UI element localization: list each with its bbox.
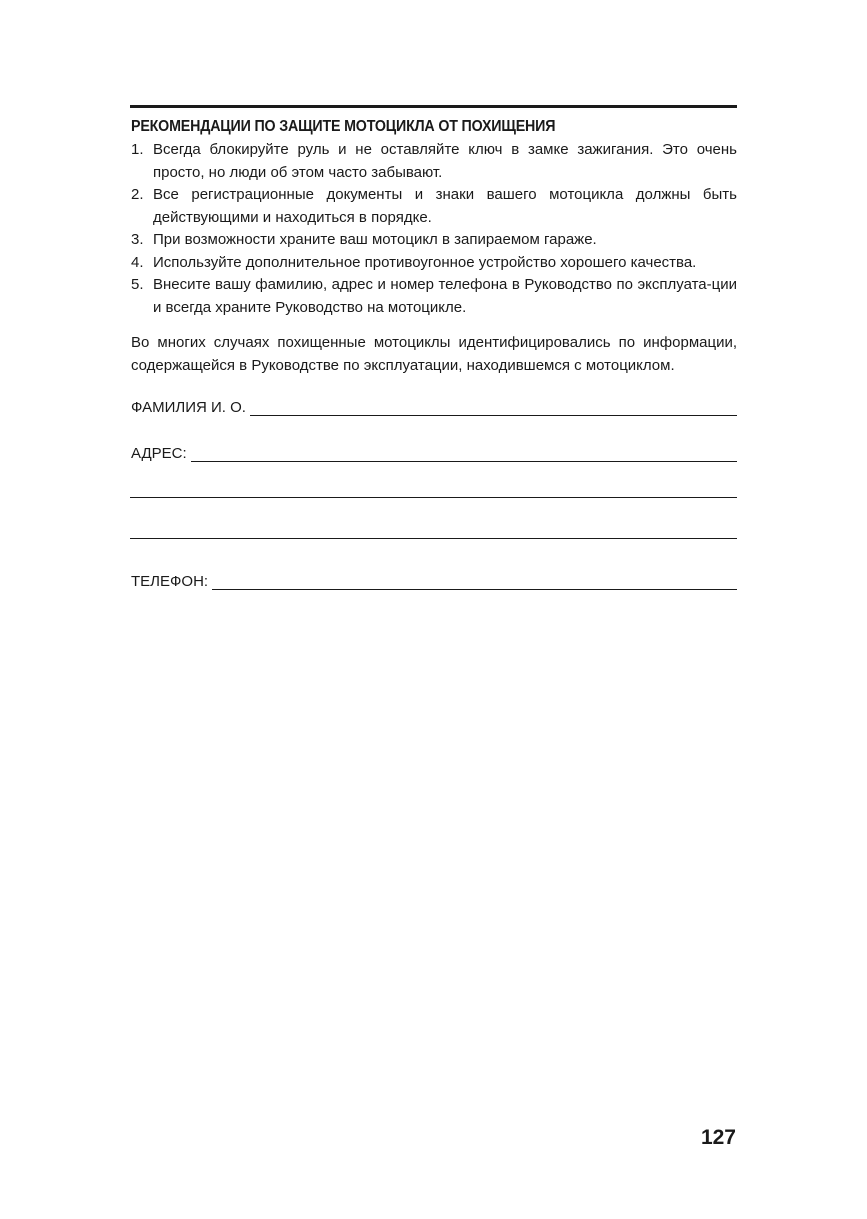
info-paragraph: Во многих случаях похищенные мотоциклы идентифицировались по информации, содержащейся в Руководстве по эксплуатации, находившемся с мотоциклом. [131, 334, 737, 374]
address-field-label: АДРЕС: [131, 445, 187, 462]
phone-field-line[interactable] [212, 575, 737, 590]
list-item-number: 5. [131, 276, 144, 293]
list-item-text: Внесите вашу фамилию, адрес и номер телефона в Руководство по эксплуата-ции и всегда храните Руководство на мотоцикле. [153, 276, 737, 316]
list-item [131, 252, 737, 275]
list-item-text: Используйте дополнительное противоугонное устройство хорошего качества. [153, 253, 697, 271]
address-line-3[interactable] [130, 538, 737, 539]
name-field-label: ФАМИЛИЯ И. О. [131, 399, 246, 416]
list-item [131, 139, 737, 184]
list-item [131, 229, 737, 252]
address-field-line[interactable] [191, 447, 737, 462]
phone-field[interactable] [131, 569, 737, 591]
list-item-number: 3. [131, 231, 144, 248]
name-field-line[interactable] [250, 401, 737, 416]
list-item-number: 1. [131, 141, 144, 158]
recommendations-list [131, 139, 737, 319]
address-line-2[interactable] [130, 497, 737, 498]
phone-field-label: ТЕЛЕФОН: [131, 573, 209, 590]
list-item-text: При возможности храните ваш мотоцикл в запираемом гараже. [153, 231, 597, 248]
list-item-number: 4. [131, 253, 144, 271]
list-item-text: Всегда блокируйте руль и не оставляйте ключ в замке зажигания. Это очень просто, но люди об этом часто забывают. [153, 141, 737, 181]
list-item [131, 184, 737, 229]
list-item-text: Все регистрационные документы и знаки вашего мотоцикла должны быть действующими и находиться в порядке. [153, 186, 737, 226]
list-item-number: 2. [131, 186, 144, 203]
address-field[interactable] [131, 441, 737, 463]
page-number: 127 [700, 1126, 736, 1149]
top-rule [130, 105, 737, 108]
list-item [131, 274, 737, 319]
section-heading: РЕКОМЕНДАЦИИ ПО ЗАЩИТЕ МОТОЦИКЛА ОТ ПОХИЩЕНИЯ [131, 118, 556, 135]
name-field[interactable] [131, 395, 737, 417]
